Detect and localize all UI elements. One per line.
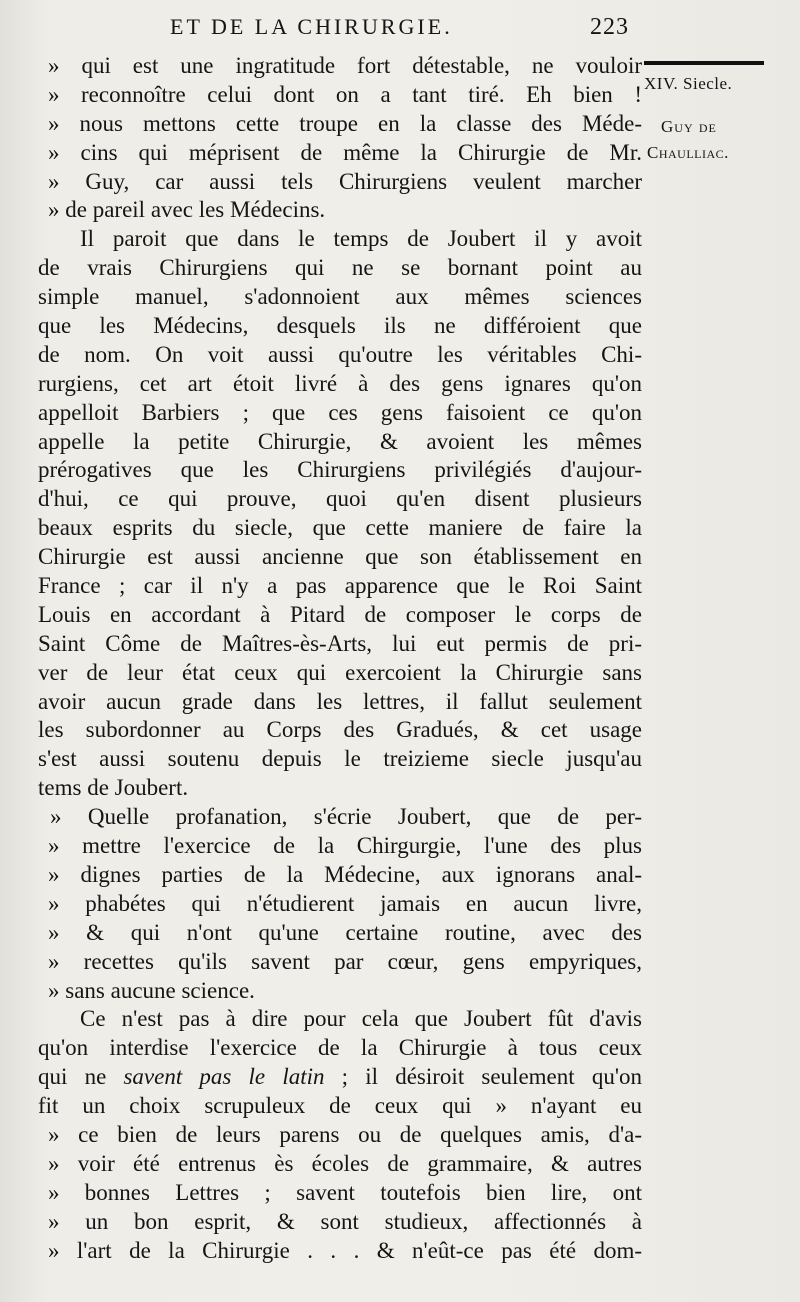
text-line: avoir aucun grade dans les lettres, il fallut seulement [38, 688, 642, 714]
body-text [38, 52, 642, 1265]
text-run: qui ne [38, 1064, 124, 1090]
text-line: » voir été entrenus ès écoles de grammaire, & autres [48, 1150, 642, 1176]
text-line: que les Médecins, desquels ils ne différoient que [38, 313, 642, 339]
text-line: qu'on interdise l'exercice de la Chirurgie à tous ceux [38, 1035, 642, 1061]
text-line: » cins qui méprisent de même la Chirurgie de Mr. [48, 139, 642, 165]
text-line: France ; car il n'y a pas apparence que le Roi Saint [38, 573, 642, 599]
text-line: Chirurgie est aussi ancienne que son établissement en [38, 544, 642, 570]
text-line: Saint Côme de Maîtres-ès-Arts, lui eut permis de pri- [38, 630, 642, 656]
margin-note-century: XIV. Siecle. [644, 74, 733, 93]
text-line: appelle la petite Chirurgie, & avoient les mêmes [38, 428, 642, 454]
text-line: fit un choix scrupuleux de ceux qui » n'ayant eu [38, 1093, 642, 1119]
text-line: de nom. On voit aussi qu'outre les véritables Chi- [38, 341, 642, 367]
text-line: appelloit Barbiers ; que ces gens faisoient ce qu'on [38, 399, 642, 425]
text-line: de vrais Chirurgiens qui ne se bornant point au [38, 255, 642, 281]
text-line: » qui est une ingratitude fort détestable, ne vouloir [48, 53, 642, 78]
text-line: » de pareil avec les Médecins. [48, 197, 326, 223]
text-run: ; il désiroit seulement qu'on [324, 1064, 642, 1090]
margin-rule [644, 61, 764, 65]
text-line: s'est aussi soutenu depuis le treizieme siecle jusqu'au [38, 746, 642, 772]
paragraph-start: Ce n'est pas à dire pour cela que Joubert fût d'avis [80, 1006, 642, 1032]
text-line: prérogatives que les Chirurgiens privilégiés d'aujour- [38, 457, 642, 483]
text-line: » l'art de la Chirurgie . . . & n'eût-ce pas été dom- [48, 1237, 642, 1263]
text-line: les subordonner au Corps des Gradués, & cet usage [38, 717, 642, 743]
text-line: ver de leur état ceux qui exercoient la Chirurgie sans [38, 659, 642, 685]
text-line: tems de Joubert. [38, 775, 189, 801]
running-head: ET DE LA CHIRURGIE. [170, 14, 453, 39]
text-line: » dignes parties de la Médecine, aux ignorans anal- [48, 861, 642, 887]
text-line: » ce bien de leurs parens ou de quelques amis, d'a- [48, 1121, 642, 1147]
margin-note-name-line1: Guy de [661, 117, 717, 136]
paragraph-start: Il paroit que dans le temps de Joubert il y avoit [80, 226, 642, 252]
text-line-with-italic [38, 1063, 642, 1092]
text-line: simple manuel, s'adonnoient aux mêmes sciences [38, 284, 642, 310]
text-line: d'hui, ce qui prouve, quoi qu'en disent plusieurs [38, 486, 642, 512]
text-line: » bonnes Lettres ; savent toutefois bien lire, ont [48, 1179, 642, 1205]
text-line: » nous mettons cette troupe en la classe des Méde- [48, 110, 642, 136]
text-line: beaux esprits du siecle, que cette maniere de faire la [38, 515, 642, 541]
text-line: » reconnoître celui dont on a tant tiré. Eh bien ! [48, 81, 642, 107]
text-line: » Guy, car aussi tels Chirurgiens veulent marcher [48, 168, 642, 194]
text-line: rurgiens, cet art étoit livré à des gens ignares qu'on [38, 370, 642, 396]
italic-text-run: savent pas le latin [123, 1064, 325, 1090]
text-line: » un bon esprit, & sont studieux, affectionnés à [48, 1208, 642, 1234]
margin-note-name-line2: Chaulliac. [647, 143, 729, 162]
page-number: 223 [590, 14, 629, 40]
text-line: » recettes qu'ils savent par cœur, gens empyriques, [48, 948, 642, 974]
text-line: Louis en accordant à Pitard de composer le corps de [38, 601, 642, 627]
text-line: » phabétes qui n'étudierent jamais en aucun livre, [48, 890, 642, 916]
text-line: » & qui n'ont qu'une certaine routine, avec des [48, 919, 642, 945]
text-line: » sans aucune science. [48, 977, 255, 1003]
text-line: » mettre l'exercice de la Chirgurgie, l'une des plus [48, 833, 642, 859]
paragraph-start: » Quelle profanation, s'écrie Joubert, que de per- [50, 804, 642, 830]
